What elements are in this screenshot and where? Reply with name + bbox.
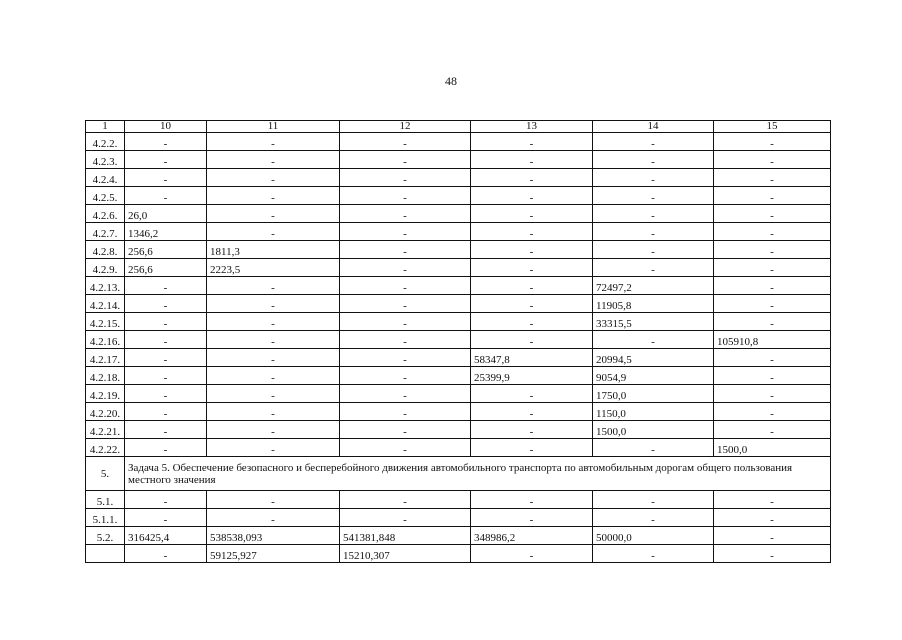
- value-cell: 20994,5: [593, 349, 714, 367]
- table-row: [86, 527, 831, 545]
- value-cell: 9054,9: [593, 367, 714, 385]
- value-cell: -: [207, 187, 340, 205]
- value-cell: 1750,0: [593, 385, 714, 403]
- row-number-cell: 4.2.3.: [86, 151, 125, 169]
- row-number-cell: 4.2.20.: [86, 403, 125, 421]
- value-cell: -: [125, 491, 207, 509]
- row-number-cell: 4.2.18.: [86, 367, 125, 385]
- value-cell: -: [714, 205, 831, 223]
- task-description-cell: Задача 5. Обеспечение безопасного и бесперебойного движения автомобильного транспорта по автомобильным дорогам общего пользования местного значения: [125, 457, 831, 491]
- value-cell: -: [714, 259, 831, 277]
- value-cell: -: [340, 223, 471, 241]
- value-cell: 59125,927: [207, 545, 340, 563]
- value-cell: -: [125, 403, 207, 421]
- table-row: [86, 403, 831, 421]
- table-row: [86, 509, 831, 527]
- value-cell: -: [125, 313, 207, 331]
- value-cell: 26,0: [125, 205, 207, 223]
- value-cell: -: [125, 349, 207, 367]
- row-number-cell: 4.2.15.: [86, 313, 125, 331]
- value-cell: -: [125, 439, 207, 457]
- value-cell: -: [471, 491, 593, 509]
- table-row: [86, 313, 831, 331]
- value-cell: -: [714, 527, 831, 545]
- value-cell: -: [207, 331, 340, 349]
- value-cell: -: [340, 187, 471, 205]
- value-cell: -: [471, 385, 593, 403]
- value-cell: -: [340, 169, 471, 187]
- value-cell: 58347,8: [471, 349, 593, 367]
- value-cell: -: [340, 133, 471, 151]
- value-cell: -: [125, 545, 207, 563]
- value-cell: 1500,0: [714, 439, 831, 457]
- value-cell: -: [207, 439, 340, 457]
- value-cell: -: [593, 223, 714, 241]
- row-number-cell: 4.2.6.: [86, 205, 125, 223]
- value-cell: -: [207, 277, 340, 295]
- data-table: [85, 120, 831, 563]
- value-cell: -: [207, 385, 340, 403]
- table-row: [86, 545, 831, 563]
- header-cell: 14: [593, 121, 714, 133]
- value-cell: -: [471, 241, 593, 259]
- value-cell: -: [593, 133, 714, 151]
- value-cell: -: [593, 169, 714, 187]
- value-cell: -: [125, 295, 207, 313]
- table-row: [86, 205, 831, 223]
- value-cell: -: [471, 509, 593, 527]
- header-cell: 13: [471, 121, 593, 133]
- value-cell: -: [125, 367, 207, 385]
- row-number-cell: 4.2.17.: [86, 349, 125, 367]
- value-cell: -: [340, 241, 471, 259]
- value-cell: -: [593, 545, 714, 563]
- value-cell: -: [593, 331, 714, 349]
- value-cell: -: [714, 385, 831, 403]
- value-cell: -: [125, 421, 207, 439]
- value-cell: -: [340, 367, 471, 385]
- table-row: [86, 241, 831, 259]
- value-cell: -: [125, 331, 207, 349]
- table-row: [86, 385, 831, 403]
- value-cell: -: [340, 331, 471, 349]
- value-cell: 25399,9: [471, 367, 593, 385]
- value-cell: -: [593, 151, 714, 169]
- value-cell: -: [714, 349, 831, 367]
- table-row: [86, 421, 831, 439]
- row-number-cell: 4.2.9.: [86, 259, 125, 277]
- value-cell: -: [125, 133, 207, 151]
- value-cell: -: [714, 421, 831, 439]
- value-cell: 11905,8: [593, 295, 714, 313]
- value-cell: -: [471, 277, 593, 295]
- value-cell: -: [714, 367, 831, 385]
- row-number-cell: 5.1.: [86, 491, 125, 509]
- value-cell: -: [125, 509, 207, 527]
- row-number-cell: 4.2.22.: [86, 439, 125, 457]
- value-cell: 316425,4: [125, 527, 207, 545]
- value-cell: -: [471, 133, 593, 151]
- value-cell: -: [340, 295, 471, 313]
- table-row: [86, 331, 831, 349]
- value-cell: -: [207, 403, 340, 421]
- value-cell: -: [207, 491, 340, 509]
- value-cell: -: [471, 259, 593, 277]
- value-cell: -: [714, 545, 831, 563]
- value-cell: -: [340, 403, 471, 421]
- header-cell: 11: [207, 121, 340, 133]
- table-row: [86, 349, 831, 367]
- value-cell: 15210,307: [340, 545, 471, 563]
- value-cell: 1150,0: [593, 403, 714, 421]
- table-row: [86, 439, 831, 457]
- value-cell: -: [593, 439, 714, 457]
- value-cell: -: [207, 133, 340, 151]
- value-cell: -: [207, 367, 340, 385]
- value-cell: -: [714, 491, 831, 509]
- value-cell: -: [471, 205, 593, 223]
- value-cell: -: [340, 421, 471, 439]
- value-cell: -: [471, 151, 593, 169]
- row-number-cell: 4.2.19.: [86, 385, 125, 403]
- row-number-cell: 5.2.: [86, 527, 125, 545]
- value-cell: -: [471, 421, 593, 439]
- value-cell: -: [714, 223, 831, 241]
- value-cell: -: [471, 545, 593, 563]
- value-cell: -: [340, 277, 471, 295]
- table-row: [86, 295, 831, 313]
- value-cell: -: [340, 385, 471, 403]
- table-row: [86, 169, 831, 187]
- value-cell: -: [714, 313, 831, 331]
- value-cell: -: [714, 241, 831, 259]
- table-row: [86, 151, 831, 169]
- value-cell: -: [340, 259, 471, 277]
- table-row: [86, 187, 831, 205]
- header-cell: 15: [714, 121, 831, 133]
- row-number-cell: 4.2.21.: [86, 421, 125, 439]
- row-number-cell: 4.2.13.: [86, 277, 125, 295]
- value-cell: -: [593, 509, 714, 527]
- value-cell: -: [340, 151, 471, 169]
- value-cell: -: [471, 187, 593, 205]
- value-cell: -: [207, 509, 340, 527]
- value-cell: -: [593, 241, 714, 259]
- row-number-cell: 4.2.5.: [86, 187, 125, 205]
- value-cell: 256,6: [125, 259, 207, 277]
- row-number-cell: [86, 545, 125, 563]
- value-cell: 105910,8: [714, 331, 831, 349]
- value-cell: -: [593, 491, 714, 509]
- row-number-cell: 4.2.4.: [86, 169, 125, 187]
- value-cell: 256,6: [125, 241, 207, 259]
- value-cell: -: [125, 385, 207, 403]
- value-cell: -: [471, 223, 593, 241]
- row-number-cell: 5.1.1.: [86, 509, 125, 527]
- value-cell: -: [125, 169, 207, 187]
- value-cell: -: [340, 349, 471, 367]
- value-cell: -: [207, 151, 340, 169]
- value-cell: -: [593, 259, 714, 277]
- table-row: [86, 277, 831, 295]
- value-cell: -: [714, 295, 831, 313]
- task-number-cell: 5.: [86, 457, 125, 491]
- value-cell: -: [471, 403, 593, 421]
- value-cell: -: [471, 331, 593, 349]
- value-cell: 538538,093: [207, 527, 340, 545]
- value-cell: 348986,2: [471, 527, 593, 545]
- value-cell: -: [714, 277, 831, 295]
- header-cell: 12: [340, 121, 471, 133]
- value-cell: -: [340, 491, 471, 509]
- value-cell: -: [207, 349, 340, 367]
- row-number-cell: 4.2.7.: [86, 223, 125, 241]
- value-cell: -: [714, 169, 831, 187]
- value-cell: -: [340, 205, 471, 223]
- value-cell: 541381,848: [340, 527, 471, 545]
- value-cell: 1346,2: [125, 223, 207, 241]
- table-row: [86, 133, 831, 151]
- value-cell: 72497,2: [593, 277, 714, 295]
- value-cell: -: [340, 439, 471, 457]
- value-cell: 2223,5: [207, 259, 340, 277]
- value-cell: -: [207, 313, 340, 331]
- value-cell: -: [125, 151, 207, 169]
- table-header-row: [86, 121, 831, 133]
- value-cell: -: [714, 133, 831, 151]
- table-row: [86, 223, 831, 241]
- row-number-cell: 4.2.2.: [86, 133, 125, 151]
- value-cell: -: [340, 509, 471, 527]
- value-cell: -: [471, 439, 593, 457]
- value-cell: -: [340, 313, 471, 331]
- value-cell: 1811,3: [207, 241, 340, 259]
- value-cell: -: [714, 151, 831, 169]
- table-row: [86, 259, 831, 277]
- task-row: [86, 457, 831, 491]
- value-cell: -: [207, 169, 340, 187]
- row-number-cell: 4.2.8.: [86, 241, 125, 259]
- value-cell: -: [471, 169, 593, 187]
- value-cell: -: [593, 205, 714, 223]
- value-cell: -: [207, 223, 340, 241]
- row-number-cell: 4.2.14.: [86, 295, 125, 313]
- value-cell: -: [207, 421, 340, 439]
- row-number-cell: 4.2.16.: [86, 331, 125, 349]
- value-cell: -: [125, 277, 207, 295]
- value-cell: -: [207, 295, 340, 313]
- table-row: [86, 367, 831, 385]
- value-cell: 50000,0: [593, 527, 714, 545]
- table-row: [86, 491, 831, 509]
- value-cell: -: [593, 187, 714, 205]
- header-cell: 10: [125, 121, 207, 133]
- value-cell: -: [207, 205, 340, 223]
- value-cell: -: [714, 509, 831, 527]
- page-number: 48: [445, 74, 457, 88]
- value-cell: -: [714, 403, 831, 421]
- header-cell: 1: [86, 121, 125, 133]
- value-cell: 33315,5: [593, 313, 714, 331]
- value-cell: -: [471, 313, 593, 331]
- value-cell: -: [714, 187, 831, 205]
- value-cell: -: [471, 295, 593, 313]
- value-cell: 1500,0: [593, 421, 714, 439]
- value-cell: -: [125, 187, 207, 205]
